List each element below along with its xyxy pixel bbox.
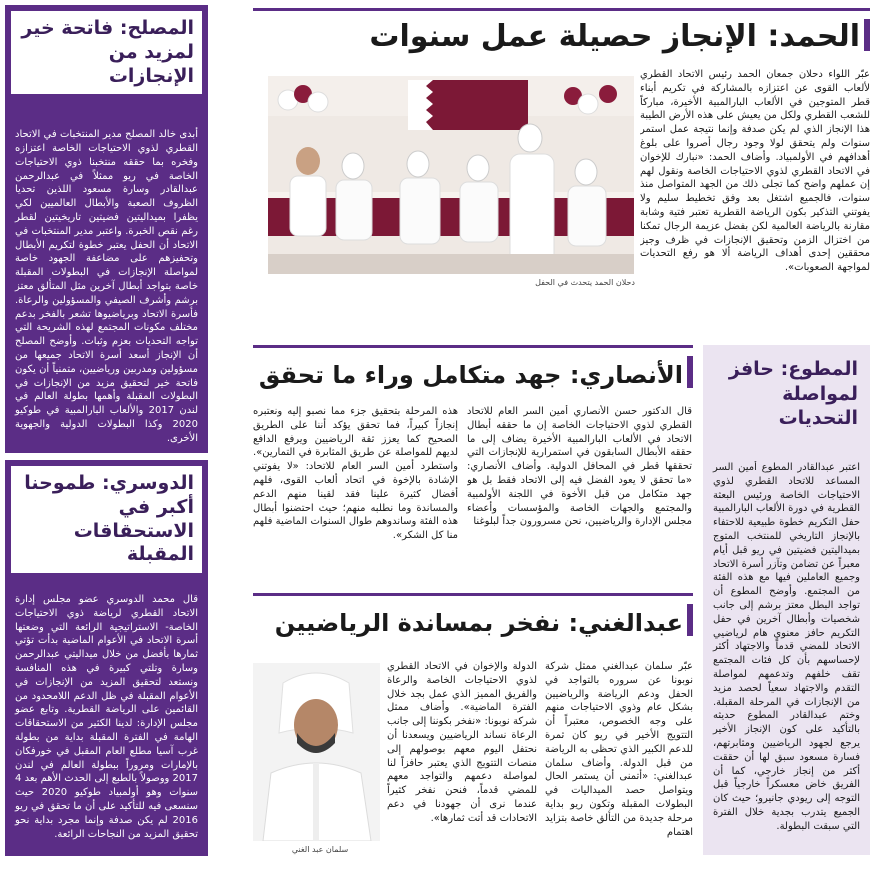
ceremony-photo-caption: دحلان الحمد يتحدث في الحفل xyxy=(535,278,635,287)
middle-article-title: الأنصاري: جهد متكامل وراء ما تحقق xyxy=(258,361,683,389)
bottom-article-col-right: عبّر سلمان عبدالغني ممثل شركة نوبونا عن سروره بالتواجد في الحفل ودعم الرياضة والرياضيين بشكل عام وذوي الاحتياجات منهم على وجه الخصوص، معتبراً أن التتويج الأخير في ريو كان ثمرة للدعم الكبير الذي تحظى به الرياضة من قبل الدولة. وأضاف سلمان عبدالغني: «أتمنى أن يستمر الحال ويتواصل حصد الميداليات في البطولات المقبلة وتكون ريو بداية مرحلة جديدة من التألق خاصة بتزايد اهتمام xyxy=(545,661,693,838)
header-accent-bar xyxy=(864,19,870,51)
sidebar-bottom-title: الدوسري: طموحنا أكبر في الاستحقاقات المقبلة xyxy=(11,466,202,573)
middle-article-header xyxy=(253,345,693,397)
main-article-title: الحمد: الإنجاز حصيلة عمل سنوات xyxy=(369,19,860,54)
sidebar-bottom-body: قال محمد الدوسري عضو مجلس إدارة الاتحاد القطري لرياضة ذوي الاحتياجات الخاصة- الاستراتيجية الرائعة التي وضعتها أسرة الاتحاد في الأعوام الماضية بدأت تؤتي ثمارها بأفضل من خلال ميداليتي عبدالرحمن وسارة وتلتي كبيرة في هذه المنافسة ونستعد لتحقيق المزيد من الإنجازات في الأعوام المقبلة في ظل الدعم اللامحدود من القائمين على الرياضة القطرية. وتابع عضو مجلس الإدارة: لدينا الكثير من الاستحقاقات الهامة في الفترة المقبلة بداية من بطولة غرب آسيا مطلع العام المقبل في خورفكان بالإمارات ومروراً ببطولة العالم في لندن 2017 ووصولاً بالطبع إلى الحدث الأهم بعد 4 سنوات وهو أولمبياد طوكيو 2020 حيث سنسعى فيه للتأكيد على أن ما تحقق في ريو 2016 لم يكن صدفة وإنما مجرد بداية نحو تحقيق المزيد من النجاحات الرائعة. xyxy=(15,594,199,840)
bottom-article-col-left: الدولة والإخوان في الاتحاد القطري لذوي الاحتياجات الخاصة والرعاة والفريق المميز الذي عمل بجد خلال الفترة الماضية». وأضاف ممثل شركة نوبونا: «نفخر بكوننا إلى جانب الرعاة نساند الرياضيين ويسعدنا أن نحتفل اليوم معهم بوصولهم إلى منصات التتويج الذي يعتبر حافزاً لنا لمواصلة دعمهم والتواجد معهم للمضي قدماً، فنحن نفخر كثيراً عندما نرى أن جهودنا في دعم الاتحادات قد أتت ثمارها». xyxy=(387,661,537,824)
portrait-caption: سلمان عبد الغني xyxy=(291,845,349,854)
header-accent-bar xyxy=(687,356,693,388)
middle-article-col-right: قال الدكتور حسن الأنصاري أمين السر العام للاتحاد القطري لذوي الاحتياجات الخاصة إن ما حققه أبطال الاتحاد في الألعاب البارالمبية الأخيرة يضاف إلى ما حققه الأبطال السابقون في استمرارية للإنجازات التي تحققها قطر في المحافل الدولية. وأضاف الأنصاري: «ما تحقق لا يعود الفضل فيه إلى الاتحاد فقط بل هو جهد متكامل من قبل الأخوة في اللجنة الأولمبية والمجتمع والجهات الخاصة والمؤسسات وأعضاء مجلس الإدارة والرياضيين، نحن مسرورون جداً لبلوغنا xyxy=(467,406,692,528)
right-box-body: اعتبر عبدالقادر المطوع أمين السر المساعد للاتحاد القطري لذوي الاحتياجات الخاصة ورئيس البعثة القطرية في دورة الألعاب البارالمبية حفل التكريم خطوة طبيعية للاحتفاء بالإنجاز التاريخي للمنتخب المتوج بميداليتين فضيتين في ريو قبل أيام معبراً عن تضامن وتآزر أسرة الاتحاد وجميع العاملين فيها مع هذه الفئة من المجتمع. وأوضح المطوع أن تواجد البطل معتز برشم إلى جانب شخصيات وأبطال آخرين في حفل التكريم حافز معنوي هام لرياضيي الاتحاد للمضي قدماً والاجتهاد أكثر لإحساسهم بأن كل فئات المجتمع تقف خلفهم وتدعمهم لمواصلة التقدم والاجتهاد سعياً لحصد مزيد من الإنجازات في المرحلة المقبلة. وختم عبدالقادر المطوع حديثه بالتأكيد على كون الإنجاز الأخير يرجع لجهود الرياضيين ومثابرتهم، فسارة مسعود سبق لها أن حققت أكثر من إنجاز خارجي، كما أن الفريق خاض معسكراً خارجياً قبل التوجه إلى ريودي جانيرو؛ حيث كان الجميع يتدرب بجدية خلال الفترة التي سبقت البطولة. xyxy=(713,462,860,832)
sidebar-top-title: المصلح: فاتحة خير لمزيد من الإنجازات xyxy=(11,11,202,94)
portrait-photo xyxy=(253,663,380,841)
bottom-article-header xyxy=(253,593,693,645)
middle-article-col-left: هذه المرحلة بتحقيق جزء مما نصبو إليه ونعتبره إنجازاً كبيراً، فما تحقق يؤكد أننا على الطريق الصحيح كما يعزز ثقة الرياضيين ويرفع الدافع لديهم للمواصلة عن طريق المثابرة في التمارين». واستطرد أمين السر العام للاتحاد: «لا يفوتني الإشادة بالإخوة في اتحاد ألعاب القوى، فلهم أفضال كثيرة علينا فقد لقينا منهم الدعم والمساندة وما نطلبه منهم؛ حيث احتضنوا أبطال هذه الفئة وساندوهم طوال السنوات الماضية فلهم منا كل الشكر». xyxy=(253,406,458,542)
main-article-header xyxy=(253,8,870,60)
ceremony-photo-svg xyxy=(268,76,634,274)
bottom-article-title: عبدالغني: نفخر بمساندة الرياضيين xyxy=(274,609,683,637)
sidebar-top-box xyxy=(5,5,208,453)
sidebar-bottom-box xyxy=(5,460,208,856)
portrait-photo-svg xyxy=(253,663,380,841)
header-accent-bar xyxy=(687,604,693,636)
sidebar-top-body: أبدى خالد المصلح مدير المنتخبات في الاتحاد القطري لذوي الاحتياجات الخاصة اعتزازه وفخره بما حققه منتخبنا ذوي الاحتياجات الخاصة في ريو ممثلاً في عبدالرحمن عبدالقادر وسارة مسعود اللذين تحديا الظروف الصعبة والأبطال العالميين لكي يظفرا بميداليتين فضيتين تاريخيتين لقطر رغم نقص الخبرة. واعتبر مدير المنتخبات في الاتحاد أن الحفل يعتبر خطوة لتكريم الأبطال وتحفيزهم على مضاعفة الجهود خاصة لمواصلة الإنجازات في البطولات المقبلة خاصة بتواجد أبطال آخرين مثل المتألق معتز برشم وأشرف الصيفي والمسؤولين والرعاة. فأسرة الاتحاد وبرياضيوها تشعر بالفخر بدعم مختلف مكونات المجتمع لهذه الشريحة التي تواجه التحديات بعزم وثبات. وأوضح المصلح أن الإنجاز أسعد أسرة الاتحاد جميعها من مسؤولين ومدربين ورياضيين، متمنياً أن يكون فاتحة خير لتحقيق مزيد من الإنجازات في البطولات المقبلة وأهمها بطولة العالم في لندن 2017 والألعاب البارالمبية في طوكيو 2020 وكذا البطولات الدولية والجهوية الأخرى. xyxy=(15,129,199,444)
right-box-title: المطوع: حافز لمواصلة التحديات xyxy=(728,358,858,430)
main-article-body: عبّر اللواء دحلان جمعان الحمد رئيس الاتحاد القطري لألعاب القوى عن اعتزازه بالمشاركة في تكريم أبناء قطر المتوجين في الألعاب البارالمبية الأخيرة، مباركاً للشعب القطري ولكل من يعيش على هذه الأرض الطيبة هذا الإنجاز الذي لم يكن صدفة وإنما نتيجة عمل استمر سنوات ولم يتحقق لولا وجود رجال أصروا على بلوغ أهدافهم في الأولمبياد. وأضاف الحمد: «نبارك للإخوان في الاتحاد القطري لذوي الاحتياجات الخاصة ونقول لهم إن عملهم واضح كما تجلى ذلك من الجهد المتواصل منذ سنوات، فالجميع اشتغل بعد وفق تخطيط سليم ولا يفوتني التذكير بكون الرياضة القطرية تعتبر فتية وشابة مقارنة بالرياضة العالمية لكن بفضل عزيمة الرجال تمكنا من اختزال الزمن وتحقيق الإنجازات في ظرف وجيز محققين إحدى أهداف الرياضة ألا هو رفع التحديات لمواجهة الصعوبات». xyxy=(640,69,870,274)
ceremony-photo xyxy=(268,76,634,274)
right-box xyxy=(703,345,870,855)
